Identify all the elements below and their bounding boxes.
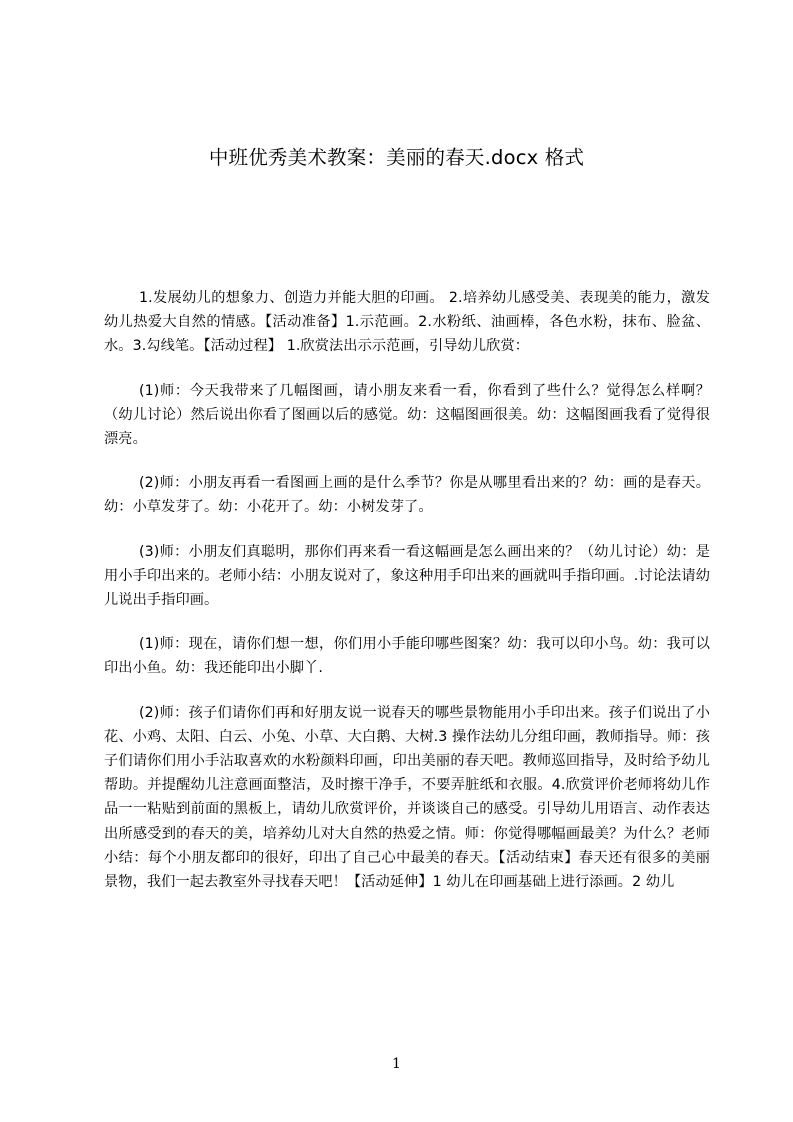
document-title: 中班优秀美术教案：美丽的春天.docx 格式 — [208, 146, 585, 169]
paragraph-discussion-2: (2)师：孩子们请你们再和好朋友说一说春天的哪些景物能用小手印出来。孩子们说出了小花、小鸡、太阳、白云、小兔、小草、大白鹅、大树.3 操作法幼儿分组印画，教师指导。师：孩子们请你们用小手沾取喜欢的水粉颜料印画，印出美丽的春天吧。教师巡回指导，及时给予幼儿帮助。并提醒幼儿注意画面整洁，及时擦干净手，不要弄脏纸和衣服。4.欣赏评价老师将幼儿作品一一粘贴到前面的黑板上，请幼儿欣赏评价，并谈谈自己的感受。引导幼儿用语言、动作表达出所感受到的春天的美，培养幼儿对大自然的热爱之情。师：你觉得哪幅画最美？为什么？老师小结：每个小朋友都印的很好，印出了自己心中最美的春天。【活动结束】春天还有很多的美丽景物，我们一起去教室外寻找春天吧！【活动延伸】1 幼儿在印画基础上进行添画。2 幼儿 — [104, 704, 710, 891]
paragraph-discussion-1: (1)师：现在，请你们想一想，你们用小手能印哪些图案？幼：我可以印小鸟。幼：我可以印出小鱼。幼：我还能印出小脚丫. — [104, 636, 710, 677]
paragraph-dialogue-2: (2)师：小朋友再看一看图画上画的是什么季节？你是从哪里看出来的？幼：画的是春天。幼：小草发芽了。幼：小花开了。幼：小树发芽了。 — [104, 475, 710, 516]
paragraph-dialogue-1: (1)师：今天我带来了几幅图画，请小朋友来看一看，你看到了些什么？觉得怎么样啊？（幼儿讨论）然后说出你看了图画以后的感觉。幼：这幅图画很美。幼：这幅图画我看了觉得很漂亮。 — [104, 382, 710, 448]
paragraph-dialogue-3: (3)师：小朋友们真聪明，那你们再来看一看这幅画是怎么画出来的？（幼儿讨论）幼：是用小手印出来的。老师小结：小朋友说对了，象这种用手印出来的画就叫手指印画。.讨论法请幼儿说出手指印画。 — [104, 543, 710, 609]
paragraph-objectives: 1.发展幼儿的想象力、创造力并能大胆的印画。 2.培养幼儿感受美、表现美的能力，激发幼儿热爱大自然的情感。【活动准备】1.示范画。2.水粉纸、油画棒，各色水粉，抹布、脸盆、水。3.勾线笔。【活动过程】 1.欣赏法出示示范画，引导幼儿欣赏： — [104, 290, 710, 355]
page-number: 1 — [392, 1056, 401, 1072]
document-body — [104, 286, 710, 914]
